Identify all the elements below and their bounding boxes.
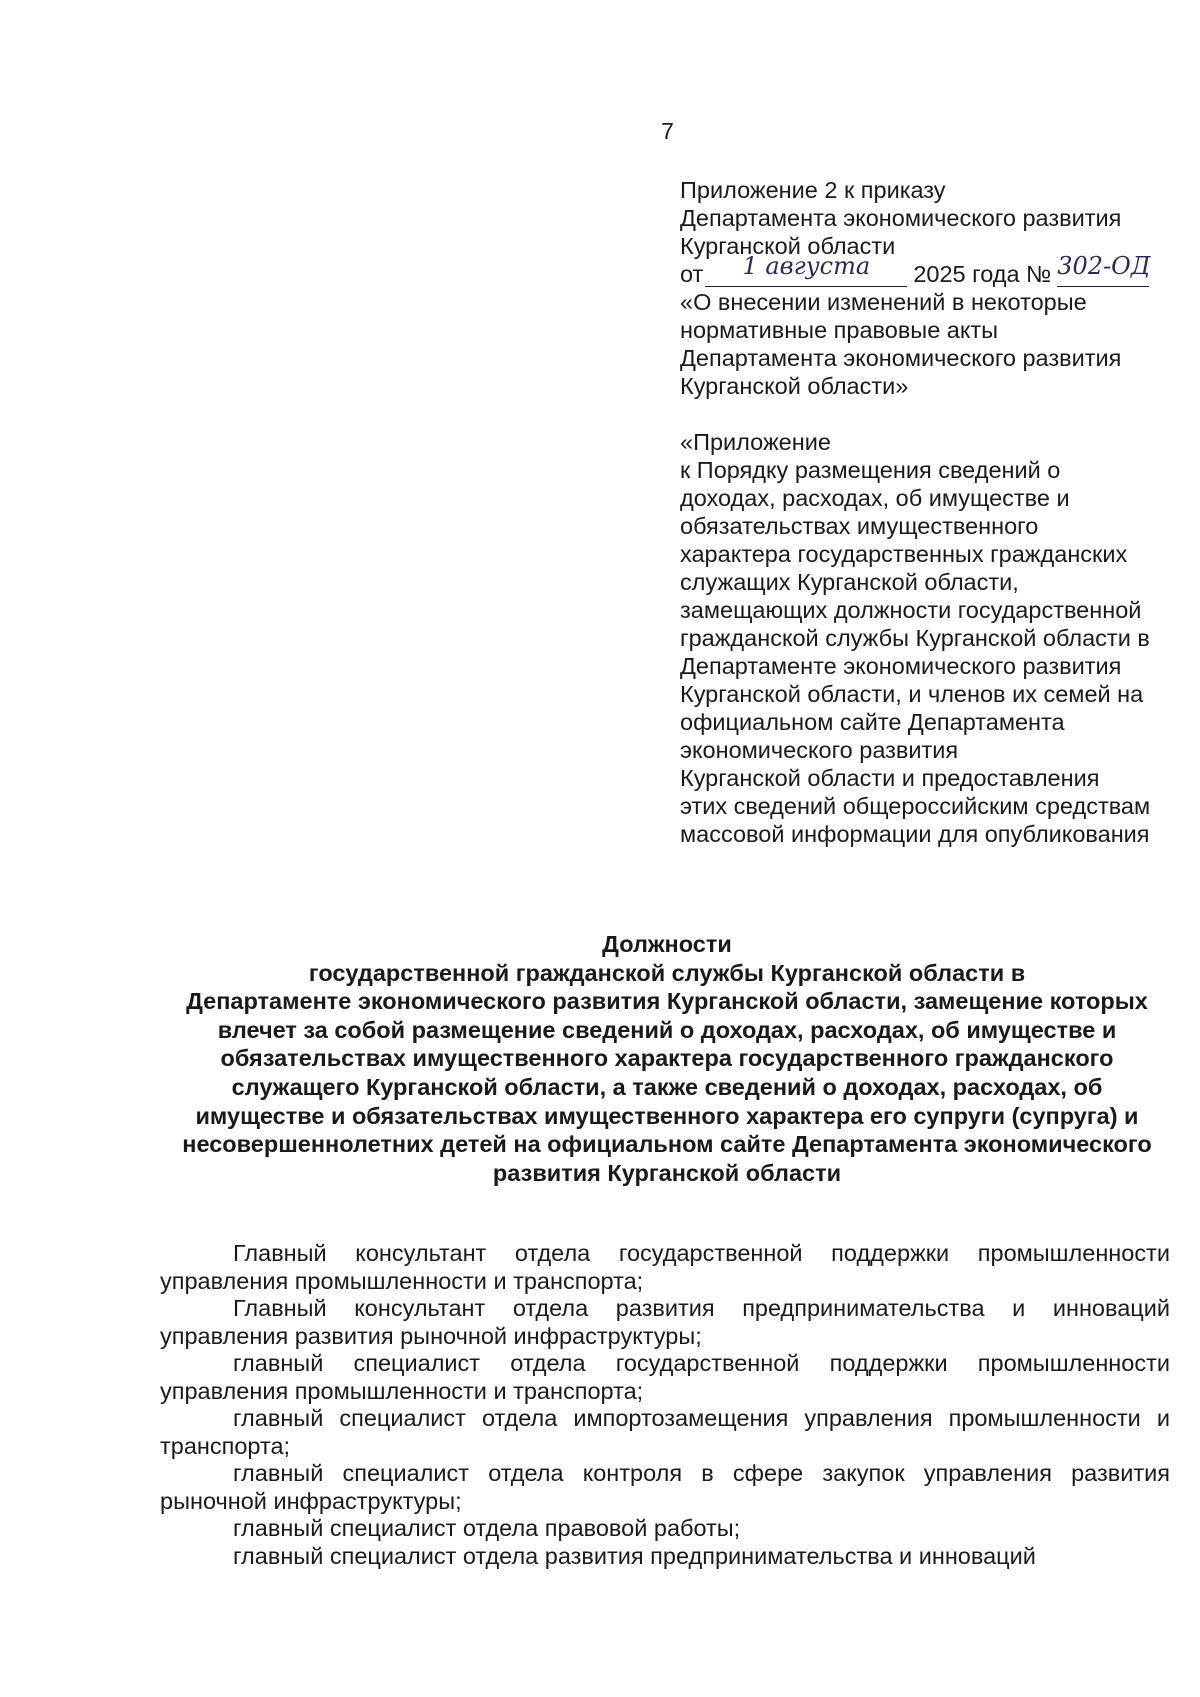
appendix-order-line: этих сведений общероссийским средствам <box>680 793 1151 819</box>
appendix-header-line: Приложение 2 к приказу <box>680 177 946 203</box>
order-year-text: 2025 года № <box>913 261 1052 287</box>
page-number: 7 <box>661 118 674 144</box>
appendix-order-line: к Порядку размещения сведений о <box>680 457 1061 483</box>
title-line: государственной гражданской службы Курганской области в <box>308 959 1026 986</box>
appendix-block <box>680 176 1180 848</box>
appendix-header-line: Курганской области» <box>680 373 909 399</box>
document-title <box>150 930 1184 1187</box>
appendix-order-line: обязательствах имущественного <box>680 513 1039 539</box>
appendix-order-line: Департаменте экономического развития <box>680 653 1122 679</box>
appendix-order-line: служащих Курганской области, <box>680 569 1019 595</box>
order-date-handwritten: 1 августа <box>742 252 871 280</box>
order-from-prefix: от <box>680 261 704 287</box>
appendix-order-line: доходах, расходах, об имуществе и <box>680 485 1070 511</box>
order-number-handwritten: 302-ОД <box>1057 252 1151 280</box>
appendix-order-line: характера государственных гражданских <box>680 541 1128 567</box>
order-number-field <box>1057 252 1151 287</box>
title-line: несовершеннолетних детей на официальном сайте Департамента экономического <box>182 1131 1152 1158</box>
appendix-order-line: «Приложение <box>680 429 831 455</box>
title-line: Должности <box>602 931 732 957</box>
appendix-order-line: экономического развития <box>680 737 959 763</box>
title-line: имуществе и обязательствах имущественного характера его супруги (супруга) и <box>195 1102 1139 1129</box>
appendix-order-line: гражданской службы Курганской области в <box>680 625 1150 651</box>
order-date-line <box>680 252 1180 288</box>
position-item: главный специалист отдела государственной поддержки промышленности управления промышленности и транспорта; <box>160 1350 1170 1404</box>
position-item: главный специалист отдела правовой работы; <box>233 1515 741 1541</box>
appendix-header-line: Курганской области <box>680 233 896 259</box>
title-line: развития Курганской области <box>492 1159 842 1186</box>
appendix-header-line: нормативные правовые акты <box>680 317 999 343</box>
positions-list <box>160 1240 1170 1570</box>
appendix-order-line: массовой информации для опубликования <box>680 821 1150 847</box>
appendix-order-line: Курганской области и предоставления <box>680 765 1100 791</box>
appendix-order-line: замещающих должности государственной <box>680 597 1142 623</box>
title-line: служащего Курганской области, а также сведений о доходах, расходах, об <box>231 1073 1103 1100</box>
position-item: главный специалист отдела развития предпринимательства и инноваций <box>233 1542 1036 1569</box>
order-date-field <box>705 252 907 287</box>
appendix-header-line: Департамента экономического развития <box>680 205 1122 231</box>
appendix-order-line: Курганской области, и членов их семей на <box>680 681 1144 707</box>
title-line: влечет за собой размещение сведений о доходах, расходах, об имуществе и <box>217 1016 1117 1043</box>
title-line: обязательствах имущественного характера государственного гражданского <box>220 1045 1114 1072</box>
position-item: главный специалист отдела контроля в сфере закупок управления развития рыночной инфраструктуры; <box>160 1460 1170 1514</box>
appendix-header-line: «О внесении изменений в некоторые <box>680 289 1087 315</box>
position-item: Главный консультант отдела государственной поддержки промышленности управления промышленности и транспорта; <box>160 1240 1170 1294</box>
appendix-order-line: официальном сайте Департамента <box>680 709 1065 735</box>
appendix-header-line: Департамента экономического развития <box>680 345 1122 371</box>
position-item: Главный консультант отдела развития предпринимательства и инноваций управления развития рыночной инфраструктуры; <box>160 1295 1170 1349</box>
title-line: Департаменте экономического развития Курганской области, замещение которых <box>186 988 1148 1015</box>
position-item: главный специалист отдела импортозамещения управления промышленности и транспорта; <box>160 1405 1170 1459</box>
